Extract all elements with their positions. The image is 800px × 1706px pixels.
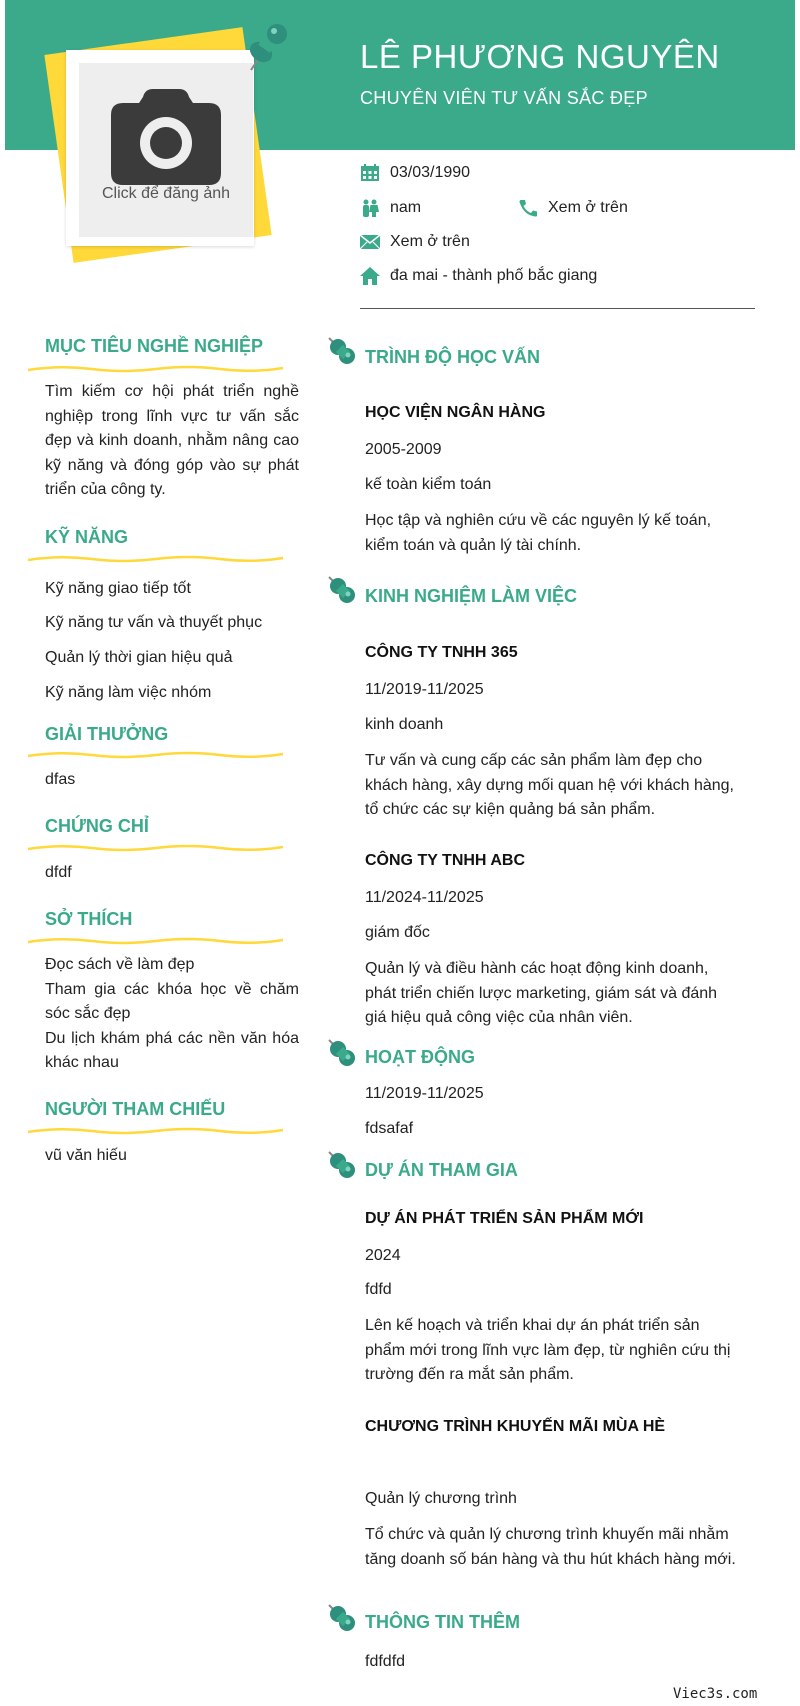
hobbies-underline [28,936,283,946]
pushpin-icon [247,22,291,72]
job-description: Quản lý và điều hành các hoạt động kinh doanh, phát triển chiến lược marketing, giám sát và đánh giá hiệu quả công việc của nhân viên. [365,960,718,1026]
hobbies-title: SỞ THÍCH [45,909,133,929]
objective-title: MỤC TIÊU NGHỀ NGHIỆP [45,336,264,356]
awards-title: GIẢI THƯỞNG [45,724,169,744]
project-description: Tổ chức và quản lý chương trình khuyến mãi nhằm tăng doanh số bán hàng và thu hút khách hàng mới. [365,1526,736,1568]
project-name: DỰ ÁN PHÁT TRIỂN SẢN PHẨM MỚI [365,1210,644,1227]
section-pin-icon [328,576,356,606]
hobby-item: Đọc sách về làm đẹp [45,956,195,973]
section-pin-icon [328,1151,356,1181]
hobbies-list [45,953,299,1076]
skill-item: Quản lý thời gian hiệu quả [45,649,233,666]
skill-item: Kỹ năng giao tiếp tốt [45,580,191,597]
certificates-title: CHỨNG CHỈ [45,816,149,836]
project-role: Quản lý chương trình [365,1490,517,1507]
job-title: CHUYÊN VIÊN TƯ VẤN SẮC ĐẸP [360,88,648,108]
gender-icon [360,199,380,217]
job-period: 11/2019-11/2025 [365,681,484,698]
education-school: HỌC VIỆN NGÂN HÀNG [365,404,546,421]
projects-title: DỰ ÁN THAM GIA [365,1160,518,1180]
birthday-value: 03/03/1990 [390,164,471,181]
watermark: Viec3s.com [673,1686,758,1702]
job-description: Tư vấn và cung cấp các sản phẩm làm đẹp cho khách hàng, xây dựng mối quan hệ với khách hàng, tổ chức các sự kiện quảng bá sản phẩm. [365,752,734,818]
activities-title: HOẠT ĐỘNG [365,1047,475,1067]
camera-icon [111,89,221,185]
section-pin-icon [328,1604,356,1634]
info-phone [518,199,628,217]
project-period: 2024 [365,1247,401,1264]
section-pin-icon [328,337,356,367]
references-text: vũ văn hiếu [45,1147,127,1164]
info-email [360,233,470,251]
references-underline [28,1126,283,1136]
info-divider [360,308,755,309]
awards-text: dfas [45,771,76,788]
job-position: giám đốc [365,924,430,941]
section-pin-icon [328,1039,356,1069]
skill-item: Kỹ năng tư vấn và thuyết phục [45,614,263,631]
job-company: CÔNG TY TNHH ABC [365,852,525,869]
education-description: Học tập và nghiên cứu về các nguyên lý kế toán, kiểm toán và quản lý tài chính. [365,512,712,554]
objective-underline [28,364,283,374]
education-title: TRÌNH ĐỘ HỌC VẤN [365,347,540,367]
photo-upload-label: Click để đăng ảnh [101,185,231,202]
gender-value: nam [390,199,422,216]
hobby-item: Tham gia các khóa học về chăm sóc sắc đẹp [45,980,299,1022]
email-value: Xem ở trên [390,233,470,250]
activities-period: 11/2019-11/2025 [365,1085,484,1102]
skills-underline [28,554,283,564]
phone-icon [518,199,538,217]
references-title: NGƯỜI THAM CHIẾU [45,1099,226,1119]
objective-text: Tìm kiếm cơ hội phát triển nghề nghiệp trong lĩnh vực tư vấn sắc đẹp và kinh doanh, nhằm nâng cao kỹ năng và đóng góp vào sự phát triển của công ty. [45,383,299,498]
project-role: fdfd [365,1281,392,1298]
skills-title: KỸ NĂNG [45,527,129,547]
mail-icon [360,233,380,251]
info-address [360,267,597,285]
education-major: kế toàn kiểm toán [365,476,492,493]
hobby-item: Du lịch khám phá các nền văn hóa khác nhau [45,1029,299,1071]
info-gender [360,199,421,217]
awards-underline [28,750,283,760]
job-position: kinh doanh [365,716,444,733]
activities-text: fdsafaf [365,1120,414,1137]
project-description: Lên kế hoạch và triển khai dự án phát triển sản phẩm mới trong lĩnh vực làm đẹp, từ nghiên cứu thị trường đến ra mắt sản phẩm. [365,1317,731,1383]
photo-upload[interactable] [79,63,253,237]
address-value: đa mai - thành phố bắc giang [390,267,598,284]
certificates-text: dfdf [45,864,72,881]
job-period: 11/2024-11/2025 [365,889,484,906]
skill-item: Kỹ năng làm việc nhóm [45,684,212,701]
additional-title: THÔNG TIN THÊM [365,1612,520,1632]
education-period: 2005-2009 [365,441,442,458]
experience-title: KINH NGHIỆM LÀM VIỆC [365,586,578,606]
additional-text: fdfdfd [365,1653,406,1670]
phone-value: Xem ở trên [548,199,628,216]
info-birthday [360,164,470,182]
job-company: CÔNG TY TNHH 365 [365,644,518,661]
certificates-underline [28,843,283,853]
home-icon [360,267,380,285]
project-name: CHƯƠNG TRÌNH KHUYẾN MÃI MÙA HÈ [365,1418,666,1435]
candidate-name: LÊ PHƯƠNG NGUYÊN [360,38,720,75]
calendar-icon [360,164,380,182]
